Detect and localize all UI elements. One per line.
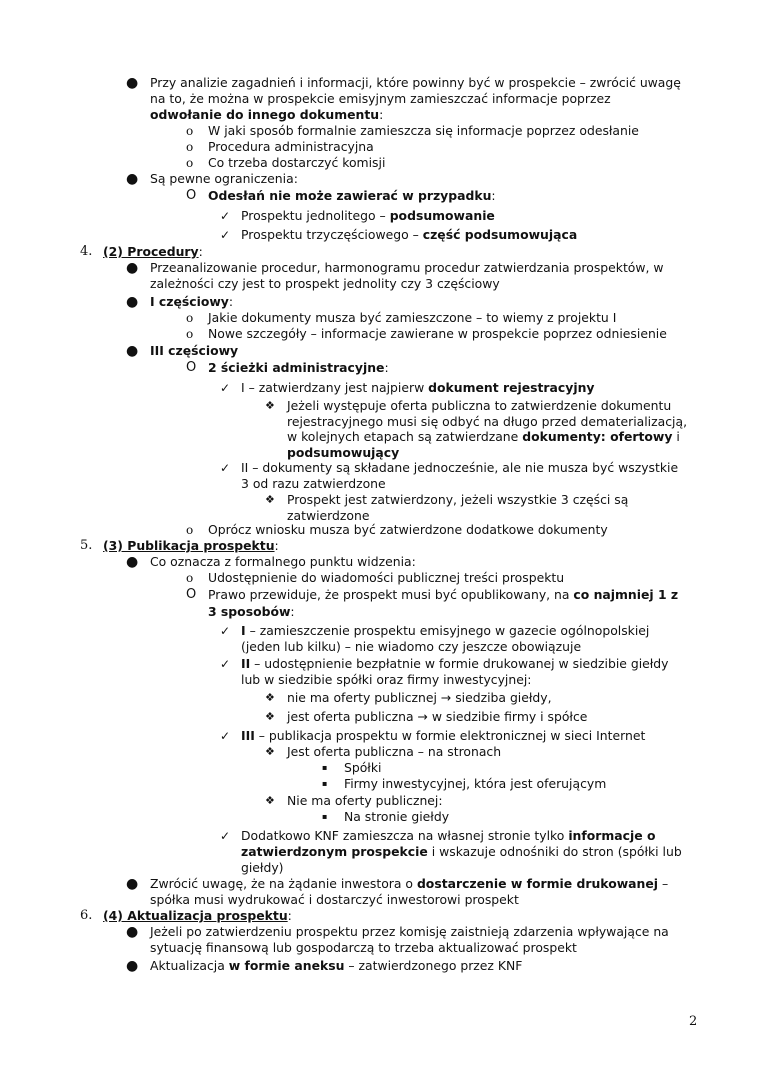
circle-bullet-icon: o [186, 523, 194, 537]
line-text [287, 709, 587, 725]
line-text [208, 522, 608, 538]
diamond-bullet-icon: ❖ [265, 493, 275, 506]
bold-text: w formie aneksu [228, 958, 345, 973]
text-run: na to, że można w prospekcie emisyjnym zamieszczać informacje poprzez [150, 91, 611, 106]
bullet-icon: ● [126, 876, 139, 892]
line-text [241, 860, 283, 876]
line-text [241, 828, 656, 844]
checkmark-icon: ✓ [220, 829, 231, 843]
text-run: Co oznacza z formalnego punktu widzenia: [150, 554, 416, 569]
text-run: Przy analizie zagadnień i informacji, które powinny być w prospekcie – zwrócić uwagę [150, 75, 681, 90]
checkmark-icon: ✓ [220, 209, 231, 223]
bullet-icon: ● [126, 343, 139, 359]
square-bullet-icon: ▪ [322, 779, 328, 788]
line-text [150, 276, 500, 292]
line-text [150, 876, 668, 892]
bold-text: (3) Publikacja prospektu [103, 538, 275, 553]
bold-text: Odesłań nie może zawierać w przypadku [208, 188, 492, 203]
text-run: : [491, 188, 496, 203]
circle-bullet-icon: o [186, 140, 194, 154]
bold-text: podsumowanie [389, 208, 495, 223]
bold-text: podsumowujący [287, 445, 400, 460]
line-text [208, 139, 374, 155]
bullet-icon: ● [126, 924, 139, 940]
line-text [241, 476, 386, 492]
checkmark-icon: ✓ [220, 624, 231, 638]
line-text [103, 908, 292, 924]
diamond-bullet-icon: ❖ [265, 794, 275, 807]
text-run: zależności czy jest to prospekt jednolity czy 3 częściowy [150, 276, 500, 291]
line-text [150, 91, 611, 107]
text-run: Jest oferta publiczna – na stronach [287, 744, 502, 759]
text-run: jest oferta publiczna → w siedzibie firmy i spółce [287, 709, 588, 724]
bold-text: co najmniej 1 z [573, 587, 679, 602]
line-text [241, 844, 682, 860]
bullet-icon: ● [126, 75, 139, 91]
text-run: giełdy) [241, 860, 284, 875]
line-text [150, 554, 416, 570]
text-run: Prospekt jest zatwierdzony, jeżeli wszystkie 3 części są [287, 492, 629, 507]
line-text [241, 227, 577, 243]
line-text [344, 809, 449, 825]
line-text [150, 171, 298, 187]
bold-text: część podsumowująca [422, 227, 578, 242]
line-text [344, 776, 606, 792]
line-text [150, 940, 577, 956]
text-run: : [384, 360, 389, 375]
line-text [287, 744, 501, 760]
line-text [103, 538, 279, 554]
text-run: Spółki [344, 760, 382, 775]
text-run: : [287, 908, 292, 923]
checkmark-icon: ✓ [220, 381, 231, 395]
diamond-bullet-icon: ❖ [265, 745, 275, 758]
bold-text: I [241, 623, 246, 638]
text-run: Jeżeli po zatwierdzeniu prospektu przez komisję zaistnieją zdarzenia wpływające na [150, 924, 669, 939]
bold-text: dokument rejestracyjny [428, 380, 595, 395]
line-text [208, 155, 385, 171]
line-text [287, 445, 399, 461]
bold-text: odwołanie do innego dokumentu [150, 107, 380, 122]
text-run: Prospektu trzyczęściowego – [241, 227, 423, 242]
text-run: – publikacja prospektu w formie elektronicznej w sieci Internet [254, 728, 646, 743]
bold-text: 2 ścieżki administracyjne [208, 360, 385, 375]
text-run: : [198, 244, 203, 259]
line-text [103, 244, 203, 260]
bold-text: II [241, 656, 251, 671]
text-run: Prospektu jednolitego – [241, 208, 390, 223]
line-text [241, 208, 495, 224]
text-run: II – dokumenty są składane jednocześnie, ale nie musza być wszystkie [241, 460, 679, 475]
line-text [208, 360, 389, 376]
text-run: Oprócz wniosku musza być zatwierdzone dodatkowe dokumenty [208, 522, 608, 537]
text-run: – zamieszczenie prospektu emisyjnego w gazecie ogólnopolskiej [245, 623, 650, 638]
text-run: (jeden lub kilku) – nie wiadomo czy jeszcze obowiązuje [241, 639, 582, 654]
line-text [150, 892, 519, 908]
list-number: 6. [80, 908, 93, 923]
line-text [208, 123, 639, 139]
circle-bullet-icon: o [186, 571, 194, 585]
circle-bullet-icon: O [186, 587, 197, 602]
line-text [208, 310, 616, 326]
text-run: : [274, 538, 279, 553]
text-run: Procedura administracyjna [208, 139, 374, 154]
line-text [150, 260, 664, 276]
text-run: i wskazuje odnośniki do stron (spółki lub [427, 844, 682, 859]
text-run: : [290, 604, 295, 619]
text-run: : [379, 107, 384, 122]
text-run: : [228, 294, 234, 309]
text-run: w kolejnych etapach są zatwierdzane [287, 429, 523, 444]
circle-bullet-icon: O [186, 188, 197, 203]
checkmark-icon: ✓ [220, 657, 231, 671]
line-text [344, 760, 381, 776]
text-run: Dodatkowo KNF zamieszcza na własnej stronie tylko [241, 828, 569, 843]
text-run: Nowe szczegóły – informacje zawierane w prospekcie poprzez odniesienie [208, 326, 667, 341]
bullet-icon: ● [126, 294, 139, 310]
text-run: Zwrócić uwagę, że na żądanie inwestora o [150, 876, 417, 891]
line-text [241, 623, 649, 639]
text-run: spółka musi wydrukować i dostarczyć inwestorowi prospekt [150, 892, 519, 907]
bold-text: 3 sposobów [208, 604, 291, 619]
line-text [150, 75, 681, 91]
line-text [150, 343, 238, 359]
line-text [241, 639, 581, 655]
text-run: Prawo przewiduje, że prospekt musi być opublikowany, na [208, 587, 574, 602]
line-text [241, 380, 594, 396]
circle-bullet-icon: o [186, 124, 194, 138]
bold-text: III [241, 728, 255, 743]
checkmark-icon: ✓ [220, 461, 231, 475]
bold-text: I częściowy [150, 294, 229, 309]
text-run: Jeżeli występuje oferta publiczna to zatwierdzenie dokumentu [287, 398, 672, 413]
text-run: Na stronie giełdy [344, 809, 450, 824]
bold-text: (4) Aktualizacja prospektu [103, 908, 288, 923]
square-bullet-icon: ▪ [322, 763, 328, 772]
line-text [150, 924, 669, 940]
line-text [150, 294, 233, 310]
text-run: sytuację finansową lub gospodarczą to trzeba aktualizować prospekt [150, 940, 577, 955]
diamond-bullet-icon: ❖ [265, 399, 275, 412]
list-number: 4. [80, 244, 93, 259]
line-text [208, 604, 295, 620]
line-text [287, 690, 552, 706]
page-number: 2 [689, 1014, 698, 1029]
text-run: Udostępnienie do wiadomości publicznej treści prospektu [208, 570, 565, 585]
line-text [287, 492, 628, 508]
text-run: 3 od razu zatwierdzone [241, 476, 386, 491]
line-text [208, 570, 564, 586]
text-run: – [658, 876, 669, 891]
text-run: nie ma oferty publicznej → siedziba giełdy, [287, 690, 552, 705]
line-text [287, 414, 687, 430]
line-text [287, 429, 680, 445]
line-text [241, 728, 645, 744]
bullet-icon: ● [126, 958, 139, 974]
bold-text: informacje o [568, 828, 656, 843]
checkmark-icon: ✓ [220, 729, 231, 743]
text-run: Są pewne ograniczenia: [150, 171, 298, 186]
text-run: i [672, 429, 680, 444]
diamond-bullet-icon: ❖ [265, 710, 275, 723]
circle-bullet-icon: o [186, 156, 194, 170]
line-text [241, 656, 668, 672]
text-run: – udostępnienie bezpłatnie w formie drukowanej w siedzibie giełdy [250, 656, 669, 671]
text-run: – zatwierdzonego przez KNF [344, 958, 523, 973]
line-text [208, 587, 678, 603]
text-run: rejestracyjnego musi się odbyć na długo przed dematerializacją, [287, 414, 688, 429]
checkmark-icon: ✓ [220, 228, 231, 242]
text-run: I – zatwierdzany jest najpierw [241, 380, 429, 395]
line-text [241, 460, 678, 476]
text-run: zatwierdzone [287, 508, 370, 523]
bold-text: III częściowy [150, 343, 239, 358]
circle-bullet-icon: o [186, 311, 194, 325]
bold-text: zatwierdzonym prospekcie [241, 844, 428, 859]
text-run: Jakie dokumenty musza być zamieszczone – to wiemy z projektu I [208, 310, 617, 325]
line-text [287, 793, 443, 809]
text-run: W jaki sposób formalnie zamieszcza się informacje poprzez odesłanie [208, 123, 639, 138]
bold-text: dokumenty: ofertowy [522, 429, 673, 444]
text-run: Aktualizacja [150, 958, 229, 973]
text-run: Co trzeba dostarczyć komisji [208, 155, 386, 170]
bullet-icon: ● [126, 260, 139, 276]
list-number: 5. [80, 538, 93, 553]
text-run: lub w siedzibie spółki oraz firmy inwestycyjnej: [241, 672, 532, 687]
bold-text: (2) Procedury [103, 244, 199, 259]
line-text [287, 398, 671, 414]
line-text [208, 188, 496, 204]
line-text [241, 672, 531, 688]
bold-text: dostarczenie w formie drukowanej [416, 876, 658, 891]
square-bullet-icon: ▪ [322, 812, 328, 821]
circle-bullet-icon: O [186, 360, 197, 375]
line-text [208, 326, 667, 342]
line-text [150, 107, 383, 123]
text-run: Firmy inwestycyjnej, która jest oferującym [344, 776, 607, 791]
text-run: Przeanalizowanie procedur, harmonogramu procedur zatwierdzania prospektów, w [150, 260, 664, 275]
circle-bullet-icon: o [186, 327, 194, 341]
line-text [150, 958, 522, 974]
bullet-icon: ● [126, 554, 139, 570]
bullet-icon: ● [126, 171, 139, 187]
text-run: Nie ma oferty publicznej: [287, 793, 443, 808]
diamond-bullet-icon: ❖ [265, 691, 275, 704]
